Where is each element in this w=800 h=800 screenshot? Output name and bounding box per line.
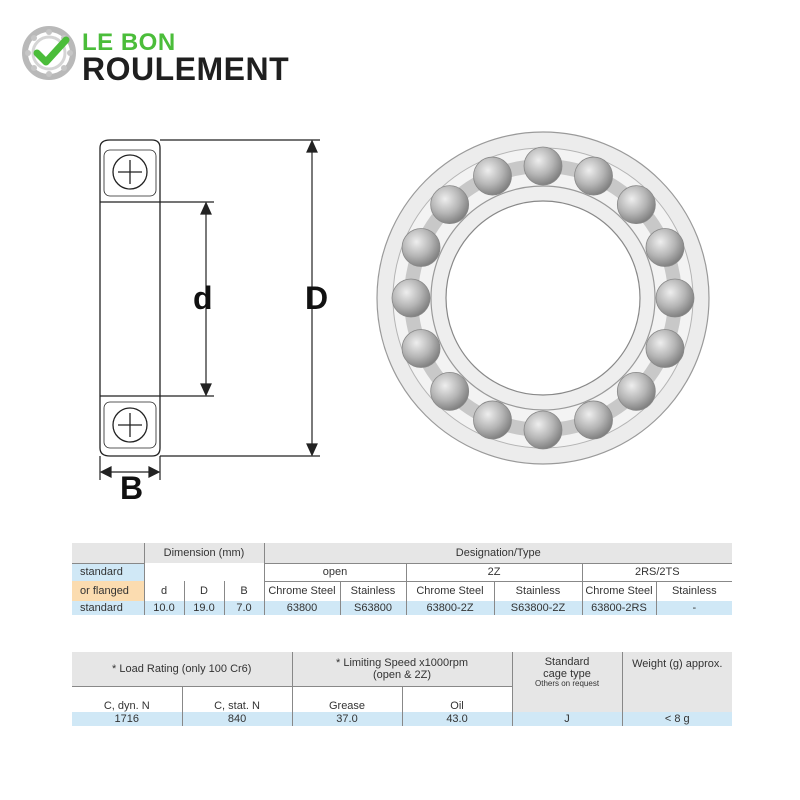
bearing-ball: [646, 228, 684, 266]
material-6: Stainless: [656, 581, 732, 601]
value-B: 7.0: [224, 601, 264, 615]
bearing-svg: [0, 110, 800, 530]
material-1: Chrome Steel: [264, 581, 340, 601]
cage-header-line-2: cage type: [543, 668, 591, 681]
designation-6: -: [656, 601, 732, 615]
bearing-ball: [656, 279, 694, 317]
bearing-drawing: [0, 110, 800, 530]
bearing-ball: [431, 186, 469, 224]
row-label-standard: standard: [72, 563, 144, 581]
speed-header-line-2: (open & 2Z): [372, 668, 432, 681]
material-2: Stainless: [340, 581, 406, 601]
bearing-ball: [575, 401, 613, 439]
col-B: B: [224, 581, 264, 601]
material-4: Stainless: [494, 581, 582, 601]
dimension-table: [72, 543, 732, 615]
performance-table: [72, 652, 732, 726]
value-oil: 43.0: [402, 712, 512, 726]
bearing-ball: [473, 157, 511, 195]
designation-2: S63800: [340, 601, 406, 615]
dimension-header: Dimension (mm): [144, 543, 264, 563]
value-c-dyn: 1716: [114, 712, 139, 725]
col-oil: Oil: [402, 686, 512, 712]
brand-line-1: LE BON: [82, 29, 176, 56]
speed-header: [292, 652, 512, 686]
value-grease: 37.0: [292, 712, 402, 726]
load-rating-header: * Load Rating (only 100 Cr6): [72, 652, 292, 686]
value-cage: J: [512, 712, 622, 726]
value-D: 19.0: [184, 601, 224, 615]
col-grease: Grease: [292, 686, 402, 712]
bearing-ball: [402, 330, 440, 368]
label-B: B: [120, 470, 144, 506]
brand-logo: [22, 24, 302, 87]
value-d: 10.0: [144, 601, 184, 615]
bearing-ball: [473, 401, 511, 439]
bearing-ball: [524, 147, 562, 185]
label-d: d: [193, 280, 213, 316]
bearing-ball: [617, 372, 655, 410]
row-label-standard-2: standard: [80, 601, 123, 614]
table-row: [72, 712, 732, 726]
designation-4: S63800-2Z: [494, 601, 582, 615]
designation-1: 63800: [264, 601, 340, 615]
designation-5: 63800-2RS: [582, 601, 656, 615]
value-weight: < 8 g: [622, 712, 732, 726]
bearing-ball: [524, 411, 562, 449]
bearing-ball: [402, 228, 440, 266]
bearing-ball: [617, 186, 655, 224]
cross-section: [100, 140, 160, 456]
material-5: Chrome Steel: [582, 581, 656, 601]
table-row: [72, 601, 732, 615]
dimension-D: [160, 140, 320, 456]
col-D: D: [184, 581, 224, 601]
row-label-flanged: or flanged: [72, 581, 144, 601]
cage-header: [512, 652, 622, 712]
material-3: Chrome Steel: [406, 581, 494, 601]
weight-header: Weight (g) approx.: [622, 652, 732, 712]
group-2rs: 2RS/2TS: [582, 563, 732, 581]
value-c-stat: 840: [182, 712, 292, 726]
bearing-ball: [646, 330, 684, 368]
bearing-ball: [431, 372, 469, 410]
designation-3: 63800-2Z: [406, 601, 494, 615]
cage-header-line-1: Standard: [544, 656, 590, 668]
brand-line-2: ROULEMENT: [82, 51, 290, 87]
bearing-ball: [575, 157, 613, 195]
speed-header-line-1: * Limiting Speed x1000rpm: [335, 656, 469, 669]
group-2z: 2Z: [406, 563, 582, 581]
col-c-stat: C, stat. N: [182, 686, 292, 712]
designation-header: Designation/Type: [264, 543, 732, 563]
cage-note: Others on request: [535, 679, 600, 689]
group-open: open: [264, 563, 406, 581]
bearing-check-icon: [22, 26, 76, 80]
col-c-dyn: C, dyn. N: [72, 686, 182, 712]
bearing-ball: [392, 279, 430, 317]
front-view: [377, 132, 709, 464]
col-d: d: [144, 581, 184, 601]
label-D: D: [305, 280, 329, 316]
